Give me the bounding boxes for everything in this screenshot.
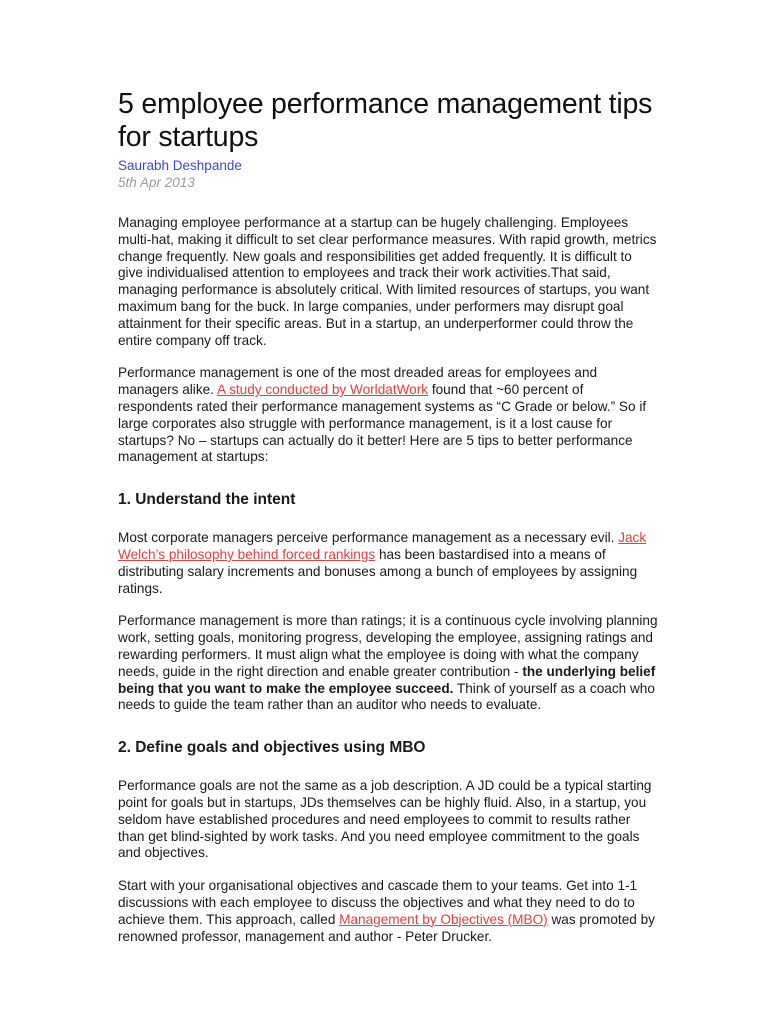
paragraph-text: has been bastardised into a means of distributing salary increments and bonuses among a bunch of employees by assigning ratings. [118,546,638,596]
paragraph-text: Most corporate managers perceive performance management as a necessary evil. [118,530,619,546]
mbo-link[interactable]: Management by Objectives (MBO) [339,911,548,927]
section-heading-understand-intent: 1. Understand the intent [118,491,296,509]
article-title: 5 employee performance management tips for startups [118,88,653,153]
bold-emphasis: the underlying belief being that you want to make the employee succeed. [118,663,656,696]
paragraph-worldatwork [118,365,658,466]
intro-paragraph: Managing employee performance at a startup can be hugely challenging. Employees multi-hat, making it difficult to set clear performance measures. With rapid growth, metrics change frequently. New goals and responsibilities get added frequently. It is difficult to give individualised attention to employees and track their work activities.That said, managing performance is absolutely critical. With limited resources of startups, you want maximum bang for the buck. In large companies, under performers may disrupt goal attainment for their specific areas. But in a startup, an underperformer could throw the entire company off track. [118,215,657,348]
author-name[interactable]: Saurabh Deshpande [118,158,242,173]
jack-welch-link[interactable]: Jack Welch’s philosophy behind forced rankings [118,530,647,562]
section-heading-define-goals: 2. Define goals and objectives using MBO [118,739,426,757]
paragraph-text: was promoted by renowned professor, management and author - Peter Drucker. [118,911,655,944]
paragraph-performance-goals: Performance goals are not the same as a job description. A JD could be a typical starting point for goals but in startups, JDs themselves can be highly fluid. Also, in a startup, you seldom have established procedures and need employees to commit to results rather than get blind-sighted by work tasks. And you need employee commitment to the goals and objectives. [118,778,652,861]
paragraph-necessary-evil [118,530,658,597]
paragraph-text: found that ~60 percent of respondents rated their performance management systems as “C Grade or below.” So if large corporates also struggle with performance management, is it a lost cause for startups? No – startups can actually do it better! Here are 5 tips to better performance management at startups: [118,382,647,465]
paragraph-text: Think of yourself as a coach who needs to guide the team rather than an auditor who needs to evaluate. [118,680,655,713]
paragraph-text: Start with your organisational objectives and cascade them to your teams. Get into 1-1 discussions with each employee to discuss the objectives and what they need to do to achieve them. This approach, called [118,878,638,927]
publish-date: 5th Apr 2013 [118,175,195,190]
worldatwork-study-link[interactable]: A study conducted by WorldatWork [217,382,429,398]
paragraph-cascade-objectives [118,878,658,945]
article [118,88,658,945]
paragraph-text: Performance management is more than ratings; it is a continuous cycle involving planning work, setting goals, monitoring progress, developing the employee, assigning ratings and rewarding performers. It must align what the employee is doing with what the company needs, guide in the right direction and enable greater contribution - [118,613,658,679]
paragraph-continuous-cycle [118,613,658,714]
paragraph-text: Performance management is one of the most dreaded areas for employees and managers alike. [118,365,598,398]
